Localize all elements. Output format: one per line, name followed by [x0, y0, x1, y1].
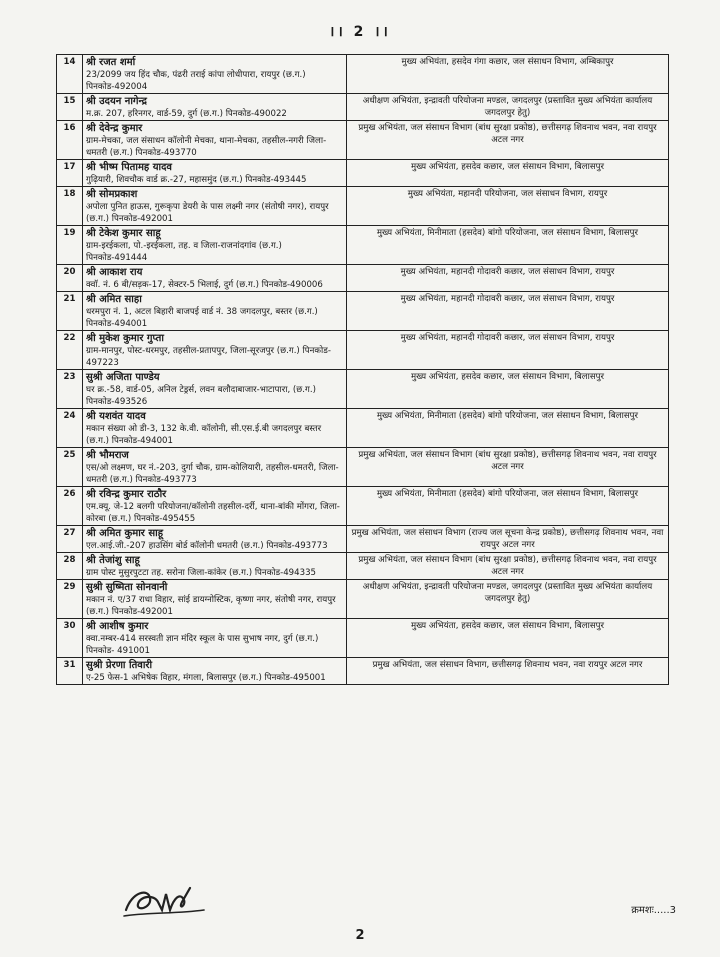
table-row	[57, 160, 669, 187]
serial-number: 31	[57, 658, 83, 685]
candidate-address: एस/ओ लक्ष्मण, घर नं.-203, दुर्गा चौक, ग्राम-कोलियारी, तहसील-धमतरी, जिला-धमतरी (छ.ग.) पिनकोड-493773	[86, 463, 339, 485]
handwritten-signature	[120, 880, 210, 926]
name-address-cell	[83, 658, 347, 685]
name-address-cell	[83, 487, 347, 526]
serial-number: 20	[57, 265, 83, 292]
table-row	[57, 331, 669, 370]
candidate-table-body	[57, 55, 669, 685]
candidate-name: श्री भौमराज	[86, 450, 129, 461]
candidate-address: 23/2099 जय हिंद चौक, पंढरी तराई कांपा लोधीपारा, रायपुर (छ.ग.) पिनकोड-492004	[86, 70, 306, 92]
name-address-cell	[83, 160, 347, 187]
table-row	[57, 580, 669, 619]
posting-office: प्रमुख अभियंता, जल संसाधन विभाग (राज्य जल सूचना केन्द्र प्रकोष्ठ), छत्तीसगढ़ शिवनाथ भवन, नवा रायपुर अटल नगर	[347, 526, 669, 553]
name-address-cell	[83, 580, 347, 619]
name-address-cell	[83, 553, 347, 580]
serial-number: 30	[57, 619, 83, 658]
serial-number: 26	[57, 487, 83, 526]
candidate-address: अपोला पुनित हाऊस, गुरूकृपा डेयरी के पास लक्ष्मी नगर (संतोषी नगर), रायपुर (छ.ग.) पिनकोड-492001	[86, 202, 329, 224]
candidate-name: श्री उदयन नागेन्द्र	[86, 96, 147, 107]
candidate-name: श्री अमित साहा	[86, 294, 142, 305]
serial-number: 17	[57, 160, 83, 187]
continued-note: क्रमशः.....3	[631, 905, 676, 916]
candidate-name: श्री आकाश राय	[86, 267, 143, 278]
serial-number: 28	[57, 553, 83, 580]
serial-number: 25	[57, 448, 83, 487]
posting-office: मुख्य अभियंता, हसदेव कछार, जल संसाधन विभाग, बिलासपुर	[347, 370, 669, 409]
posting-office: मुख्य अभियंता, महानदी गोदावरी कछार, जल संसाधन विभाग, रायपुर	[347, 292, 669, 331]
table-row	[57, 55, 669, 94]
table-row	[57, 94, 669, 121]
candidate-name: श्री भीष्म पितामह यादव	[86, 162, 172, 173]
table-row	[57, 553, 669, 580]
serial-number: 14	[57, 55, 83, 94]
candidate-address: एम.क्यू. जे-12 बलगी परियोजना/कॉलोनी तहसील-दर्री, थाना-बांकी मोंगरा, जिला-कोरबा (छ.ग.) पिनकोड-495455	[86, 502, 340, 524]
candidate-address: ग्राम पोस्ट मुसुरपुटटा तह. सरोना जिला-कांकेर (छ.ग.) पिनकोड-494335	[86, 568, 317, 578]
table-row	[57, 658, 669, 685]
name-address-cell	[83, 331, 347, 370]
posting-office: अधीक्षण अभियंता, इन्द्रावती परियोजना मण्डल, जगदलपुर (प्रस्तावित मुख्य अभियंता कार्यालय जगदलपुर हेतु)	[347, 94, 669, 121]
posting-office: मुख्य अभियंता, हसदेव कछार, जल संसाधन विभाग, बिलासपुर	[347, 160, 669, 187]
candidate-name: श्री देवेन्द्र कुमार	[86, 123, 143, 134]
posting-office: मुख्य अभियंता, मिनीमाता (हसदेव) बांगो परियोजना, जल संसाधन विभाग, बिलासपुर	[347, 487, 669, 526]
name-address-cell	[83, 292, 347, 331]
posting-office: प्रमुख अभियंता, जल संसाधन विभाग (बांध सुरक्षा प्रकोष्ठ), छत्तीसगढ़ शिवनाथ भवन, नवा रायपुर अटल नगर	[347, 121, 669, 160]
page-number: 2	[355, 928, 365, 943]
candidate-address: मकान नं. ए/37 राधा विहार, सांई डायग्नोस्टिक, कृष्णा नगर, संतोषी नगर, रायपुर (छ.ग.) पिनकोड-492001	[86, 595, 336, 617]
candidate-address: गुढ़ियारी, शिवचौक वार्ड क्र.-27, महासमुंद (छ.ग.) पिनकोड-493445	[86, 175, 307, 185]
serial-number: 18	[57, 187, 83, 226]
table-row	[57, 619, 669, 658]
table-row	[57, 187, 669, 226]
name-address-cell	[83, 409, 347, 448]
candidate-address: म.क्र. 207, हरिनगर, वार्ड-59, दुर्ग (छ.ग.) पिनकोड-490022	[86, 109, 287, 119]
candidate-address: घर क्र.-58, वार्ड-05, अनिल टेड्रर्स, लवन बलौदाबाजार-भाटापारा, (छ.ग.) पिनकोड-493526	[86, 385, 316, 407]
name-address-cell	[83, 187, 347, 226]
candidate-name: सुश्री अजिता पाण्डेय	[86, 372, 160, 383]
posting-office: प्रमुख अभियंता, जल संसाधन विभाग (बांध सुरक्षा प्रकोष्ठ), छत्तीसगढ़ शिवनाथ भवन, नवा रायपुर अटल नगर	[347, 553, 669, 580]
candidate-name: सुश्री सुष्मिता सोनवानी	[86, 582, 168, 593]
posting-office: अधीक्षण अभियंता, इन्द्रावती परियोजना मण्डल, जगदलपुर (प्रस्तावित मुख्य अभियंता कार्यालय जगदलपुर हेतु)	[347, 580, 669, 619]
table-row	[57, 448, 669, 487]
candidate-address: ए-25 फेस-1 अभिषेक विहार, मंगला, बिलासपुर (छ.ग.) पिनकोड-495001	[86, 673, 326, 683]
candidate-name: श्री मुकेश कुमार गुप्ता	[86, 333, 164, 344]
candidate-table	[56, 54, 669, 685]
candidate-address: ग्राम-मानपुर, पोस्ट-धरमपुर, तहसील-प्रतापपुर, जिला-सूरजपुर (छ.ग.) पिनकोड- 497223	[86, 346, 331, 368]
name-address-cell	[83, 226, 347, 265]
serial-number: 23	[57, 370, 83, 409]
posting-office: प्रमुख अभियंता, जल संसाधन विभाग, छत्तीसगढ़ शिवनाथ भवन, नवा रायपुर अटल नगर	[347, 658, 669, 685]
serial-number: 24	[57, 409, 83, 448]
candidate-name: श्री आशीष कुमार	[86, 621, 149, 632]
serial-number: 21	[57, 292, 83, 331]
name-address-cell	[83, 370, 347, 409]
candidate-address: क्वॉ. नं. 6 बी/सड़क-17, सेक्टर-5 भिलाई, दुर्ग (छ.ग.) पिनकोड-490006	[86, 280, 323, 290]
candidate-name: श्री सोमप्रकाश	[86, 189, 138, 200]
table-row	[57, 487, 669, 526]
posting-office: मुख्य अभियंता, महानदी गोदावरी कछार, जल संसाधन विभाग, रायपुर	[347, 331, 669, 370]
signature	[120, 880, 210, 930]
candidate-address: धरमपुरा नं. 1, अटल बिहारी बाजपई वार्ड नं. 38 जगदलपुर, बस्तर (छ.ग.) पिनकोड-494001	[86, 307, 318, 329]
candidate-address: क्वा.नम्बर-414 सरस्वती ज्ञान मंदिर स्कूल के पास सुभाष नगर, दुर्ग (छ.ग.) पिनकोड- 491001	[86, 634, 319, 656]
posting-office: मुख्य अभियंता, हसदेव गंगा कछार, जल संसाधन विभाग, अम्बिकापुर	[347, 55, 669, 94]
name-address-cell	[83, 94, 347, 121]
name-address-cell	[83, 265, 347, 292]
name-address-cell	[83, 526, 347, 553]
table-row	[57, 370, 669, 409]
page-header: ।। 2 ।।	[329, 24, 391, 40]
posting-office: मुख्य अभियंता, महानदी परियोजना, जल संसाधन विभाग, रायपुर	[347, 187, 669, 226]
candidate-name: श्री अमित कुमार साहू	[86, 528, 164, 539]
table-row	[57, 226, 669, 265]
candidate-address: ग्राम-इरईकला, पो.-इरईकला, तह. व जिला-राजनांदगांव (छ.ग.) पिनकोड-491444	[86, 241, 282, 263]
serial-number: 19	[57, 226, 83, 265]
serial-number: 29	[57, 580, 83, 619]
table-row	[57, 409, 669, 448]
serial-number: 22	[57, 331, 83, 370]
posting-office: मुख्य अभियंता, हसदेव कछार, जल संसाधन विभाग, बिलासपुर	[347, 619, 669, 658]
candidate-address: एल.आई.जी.-207 हाउसिंग बोर्ड कॉलोनी धमतरी (छ.ग.) पिनकोड-493773	[86, 541, 328, 551]
name-address-cell	[83, 448, 347, 487]
posting-office: मुख्य अभियंता, महानदी गोदावरी कछार, जल संसाधन विभाग, रायपुर	[347, 265, 669, 292]
table-row	[57, 265, 669, 292]
candidate-name: श्री तेजांशु साहू	[86, 555, 140, 566]
serial-number: 27	[57, 526, 83, 553]
candidate-name: श्री टेकेश कुमार साहू	[86, 228, 161, 239]
name-address-cell	[83, 121, 347, 160]
table-row	[57, 292, 669, 331]
posting-office: प्रमुख अभियंता, जल संसाधन विभाग (बांध सुरक्षा प्रकोष्ठ), छत्तीसगढ़ शिवनाथ भवन, नवा रायपुर अटल नगर	[347, 448, 669, 487]
candidate-name: सुश्री प्रेरणा तिवारी	[86, 660, 153, 671]
name-address-cell	[83, 55, 347, 94]
candidate-address: मकान संख्या ओ डी-3, 132 के.वी. कॉलोनी, सी.एस.ई.बी जगदलपुर बस्तर (छ.ग.) पिनकोड-494001	[86, 424, 322, 446]
serial-number: 15	[57, 94, 83, 121]
posting-office: मुख्य अभियंता, मिनीमाता (हसदेव) बांगो परियोजना, जल संसाधन विभाग, बिलासपुर	[347, 409, 669, 448]
candidate-name: श्री रविन्द्र कुमार राठौर	[86, 489, 167, 500]
table-row	[57, 121, 669, 160]
candidate-name: श्री यशवंत यादव	[86, 411, 146, 422]
table-row	[57, 526, 669, 553]
candidate-name: श्री रजत शर्मा	[86, 57, 136, 68]
candidate-address: ग्राम-मेचका, जल संसाधन कॉलोनी मेचका, थाना-मेचका, तहसील-नगरी जिला-धमतरी (छ.ग.) पिनकोड-493770	[86, 136, 327, 158]
serial-number: 16	[57, 121, 83, 160]
posting-office: मुख्य अभियंता, मिनीमाता (हसदेव) बांगो परियोजना, जल संसाधन विभाग, बिलासपुर	[347, 226, 669, 265]
name-address-cell	[83, 619, 347, 658]
